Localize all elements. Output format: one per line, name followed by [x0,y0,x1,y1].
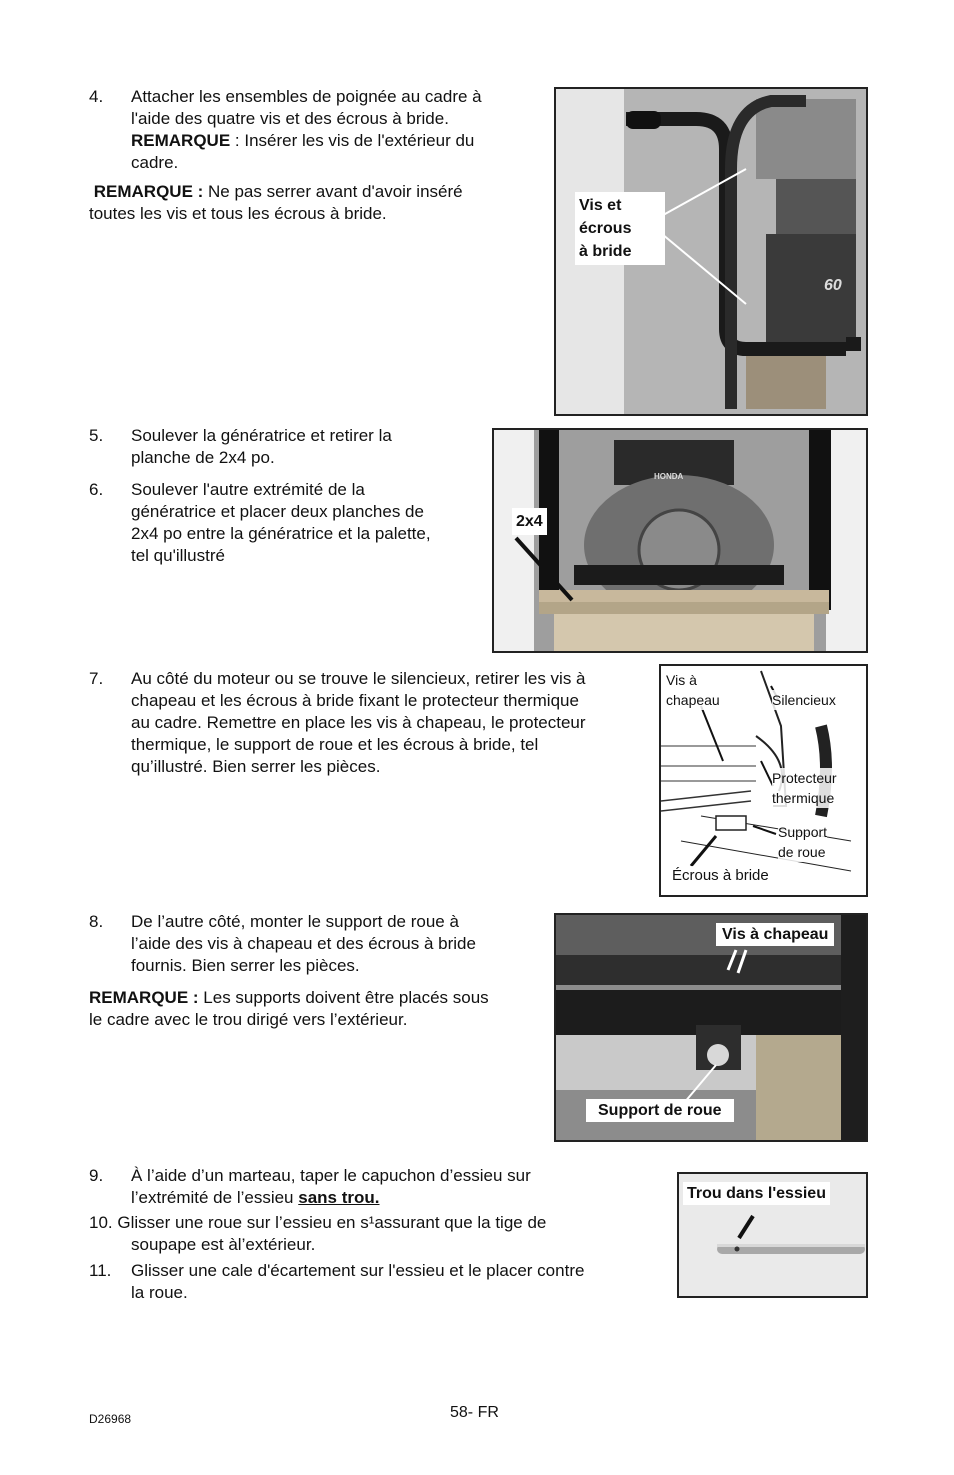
engine-brand-label: HONDA [654,472,684,481]
label-muffler: Silencieux [772,692,836,708]
step-text: Au côté du moteur ou se trouve le silencieux, retirer les vis à [131,669,586,688]
emphasis-text: sans trou. [298,1188,380,1207]
step-text: l’extrémité de l’essieu [131,1188,299,1207]
label-line: chapeau [666,692,720,708]
step-text: Soulever la génératrice et retirer la [131,426,392,445]
step-text: thermique, le support de roue et les écrous à bride, tel [131,735,539,754]
label-cap-screw [666,670,720,710]
figure-axle-hole [677,1172,868,1298]
step-text: 10. Glisser une roue sur l’essieu en s¹assurant que la tige de [89,1213,547,1232]
step-text: l’aide des vis à chapeau et des écrous à bride [131,934,476,953]
step-text: au cadre. Remettre en place les vis à chapeau, le protecteur [131,713,586,732]
label-line: thermique [772,790,835,806]
step-10 [89,1212,659,1256]
step-text: De l’autre côté, monter le support de roue à [131,912,459,931]
note-2 [89,987,549,1031]
note-text: Ne pas serrer avant d'avoir inséré [203,182,463,201]
note-text: Les supports doivent être placés sous [198,988,489,1007]
remark-label: REMARQUE : [93,182,204,201]
page-number: 58- FR [450,1404,499,1421]
remark-label: REMARQUE : [89,988,199,1007]
step-text: fournis. Bien serrer les pièces. [131,956,360,975]
step-number: 11. [89,1261,112,1280]
step-text: : Insérer les vis de l'extérieur du [230,131,475,150]
step-number: 4. [89,87,104,106]
step-text: planche de 2x4 po. [131,448,275,467]
step-text: la roue. [131,1283,188,1302]
figure-handle-frame [554,87,868,416]
step-number: 8. [89,912,104,931]
photo-generator [494,430,866,651]
note-1 [89,181,539,225]
label-axle-hole: Trou dans l'essieu [683,1182,830,1205]
step-text: 2x4 po entre la génératrice et la palette, [131,524,431,543]
label-wheel-bracket: Support de roue [586,1099,734,1122]
document-number: D26968 [89,1412,132,1426]
label-line: Support [778,824,828,840]
step-text: chapeau et les écrous à bride fixant le protecteur thermique [131,691,579,710]
step-text: Glisser une cale d'écartement sur l'essieu et le placer contre [131,1261,585,1280]
step-text: tel qu'illustré [131,546,225,565]
step-number: 9. [89,1166,104,1185]
step-text: À l’aide d’un marteau, taper le capuchon d’essieu sur [131,1166,531,1185]
step-text: génératrice et placer deux planches de [131,502,424,521]
figure-wheel-bracket [554,913,868,1142]
step-text: cadre. [131,153,179,172]
figure-label [575,192,665,265]
battery-label: 60 [824,277,842,294]
step-text: qu’illustré. Bien serrer les pièces. [131,757,381,776]
remark-label: REMARQUE [131,131,231,150]
figure-generator-2x4 [492,428,868,653]
step-number: 5. [89,426,104,445]
label-line: à bride [579,243,632,260]
label-line: écrous [579,220,632,237]
step-number: 6. [89,480,104,499]
step-text: l'aide des quatre vis et des écrous à bride. [131,109,449,128]
label-wheel-bracket [778,822,827,862]
label-flange-nuts: Écrous à bride [672,867,769,884]
step-text: Soulever l'autre extrémité de la [131,480,365,499]
figure-label: 2x4 [512,508,547,535]
figure-heat-shield-diagram [659,664,868,897]
note-text: toutes les vis et tous les écrous à bride. [89,204,387,223]
label-line: de roue [778,844,826,860]
label-line: Vis et [579,197,622,214]
step-text: soupape est àl’extérieur. [131,1235,316,1254]
label-cap-screw: Vis à chapeau [716,923,834,946]
label-line: Protecteur [772,770,837,786]
label-line: Vis à [666,672,697,688]
step-text: Attacher les ensembles de poignée au cadre à [131,87,482,106]
label-heat-shield [772,768,837,808]
note-text: le cadre avec le trou dirigé vers l’extérieur. [89,1010,408,1029]
step-number: 7. [89,669,104,688]
